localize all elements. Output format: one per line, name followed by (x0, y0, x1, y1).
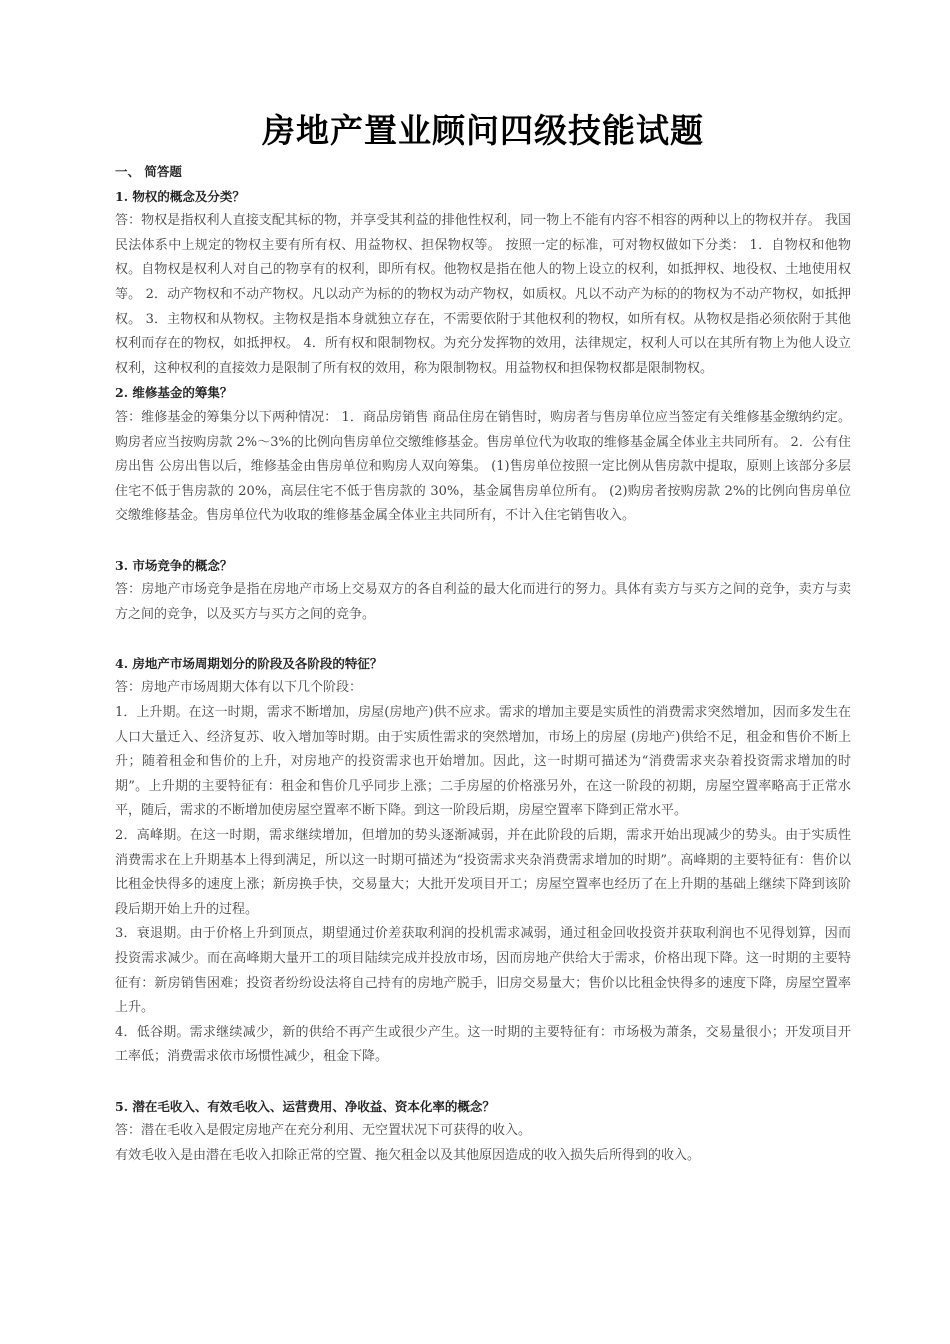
section-heading: 一、 简答题 (115, 164, 182, 179)
answer-4-stage-1: 1．上升期。在这一时期，需求不断增加，房屋(房地产)供不应求。需求的增加主要是实质性的消费需求突然增加，因而多发生在人口大量迁入、经济复苏、收入增加等时期。由于实质性需求的突然增加，市场上的房屋 (房地产)供给不足，租金和售价不断上升；随着租金和售价的上升，对房地产的投资需求也开始增加。因此，这一时期可描述为“消费需求夹杂着投资需求增加的时期”。上升期的主要特征有：租金和售价几乎同步上涨；二手房屋的价格涨另外，在这一阶段的初期，房屋空置率略高于正常水平，随后，需求的不断增加使房屋空置率不断下降。到这一阶段后期，房屋空置率下降到正常水平。 (115, 705, 851, 819)
answer-4-intro: 答：房地产市场周期大体有以下几个阶段： (115, 680, 363, 696)
question-2: 2. 维修基金的筹集？ (115, 385, 233, 401)
spacer (115, 1070, 851, 1095)
answer-2: 答：维修基金的筹集分以下两种情况： 1．商品房销售 商品住房在销售时，购房者与售房单位应当签定有关维修基金缴纳约定。购房者应当按购房款 2%～3%的比例向售房单位交缴维修基金。售房单位代为收取的维修基金属全体业主共同所有。 2．公有住房出售 公房出售以后，维修基金由售房单位和购房人双向筹集。 (1)售房单位按照一定比例从售房款中提取，原则上该部分多层住宅不低于售房款的 20%，高层住宅不低于售房款的 30%，基金属售房单位所有。 (2)购房者按购房款 2%的比例向售房单位交缴维修基金。售房单位代为收取的维修基金属全体业主共同所有，不计入住宅销售收入。 (115, 409, 851, 524)
answer-4-stage-4: 4．低谷期。需求继续减少，新的供给不再产生或很少产生。这一时期的主要特征有：市场极为萧条，交易量很小；开发项目开工率低；消费需求依市场惯性减少，租金下降。 (115, 1024, 851, 1065)
answer-4-stage-3: 3．衰退期。由于价格上升到顶点，期望通过价差获取利润的投机需求减弱，通过租金回收投资并获取利润也不见得划算，因而投资需求减少。而在高峰期大量开工的项目陆续完成并投放市场，因而房地产供给大于需求，价格出现下降。这一时期的主要特征有：新房销售困难；投资者纷纷设法将自己持有的房地产脱手，旧房交易量大；售价以比租金快得多的速度下降，房屋空置率上升。 (115, 926, 851, 1016)
answer-5-line-1: 答：潜在毛收入是假定房地产在充分利用、无空置状况下可获得的收入。 (115, 1123, 532, 1139)
question-3: 3. 市场竞争的概念？ (115, 557, 233, 573)
question-5: 5. 潜在毛收入、有效毛收入、运营费用、净收益、资本化率的概念？ (115, 1098, 495, 1114)
document-page (115, 100, 851, 1168)
answer-5-line-2: 有效毛收入是由潜在毛收入扣除正常的空置、拖欠租金以及其他原因造成的收入损失后所得到的收入。 (115, 1147, 701, 1163)
question-1: 1. 物权的概念及分类？ (115, 188, 245, 204)
document-title: 房地产置业顾问四级技能试题 (262, 111, 704, 150)
spacer (115, 529, 851, 554)
answer-3: 答：房地产市场竞争是指在房地产市场上交易双方的各自利益的最大化而进行的努力。具体有卖方与买方之间的竞争，卖方与卖方之间的竞争，以及买方与买方之间的竞争。 (115, 582, 851, 622)
answer-1: 答：物权是指权利人直接支配其标的物，并享受其利益的排他性权利，同一物上不能有内容不相容的两种以上的物权并存。 我国民法体系中上规定的物权主要有所有权、用益物权、担保物权等。 按照一定的标准，可对物权做如下分类： 1．自物权和他物权。自物权是权利人对自己的物享有的权利，即所有权。他物权是指在他人的物上设立的权利，如抵押权、地役权、土地使用权等。 2．动产物权和不动产物权。凡以动产为标的的物权为动产物权，如质权。凡以不动产为标的的物权为不动产物权，如抵押权。 3．主物权和从物权。主物权是指本身就独立存在，不需要依附于其他权利的物权，如所有权。从物权是指必须依附于其他权利而存在的物权，如抵押权。 4．所有权和限制物权。为充分发挥物的效用，法律规定，权利人可以在其所有物上为他人设立权利，这种权利的直接效力是限制了所有权的效用，称为限制物权。用益物权和担保物权都是限制物权。 (115, 213, 851, 376)
question-4: 4. 房地产市场周期划分的阶段及各阶段的特征？ (115, 655, 383, 671)
answer-4-stage-2: 2．高峰期。在这一时期，需求继续增加，但增加的势头逐渐减弱，并在此阶段的后期，需求开始出现减少的势头。由于实质性消费需求在上升期基本上得到满足，所以这一时期可描述为“投资需求夹杂消费需求增加的时期”。高峰期的主要特征有：售价以比租金快得多的速度上涨；新房换手快，交易量大；大批开发项目开工；房屋空置率也经历了在上升期的基础上继续下降到该阶段后期开始上升的过程。 (115, 828, 851, 917)
spacer (115, 627, 851, 652)
